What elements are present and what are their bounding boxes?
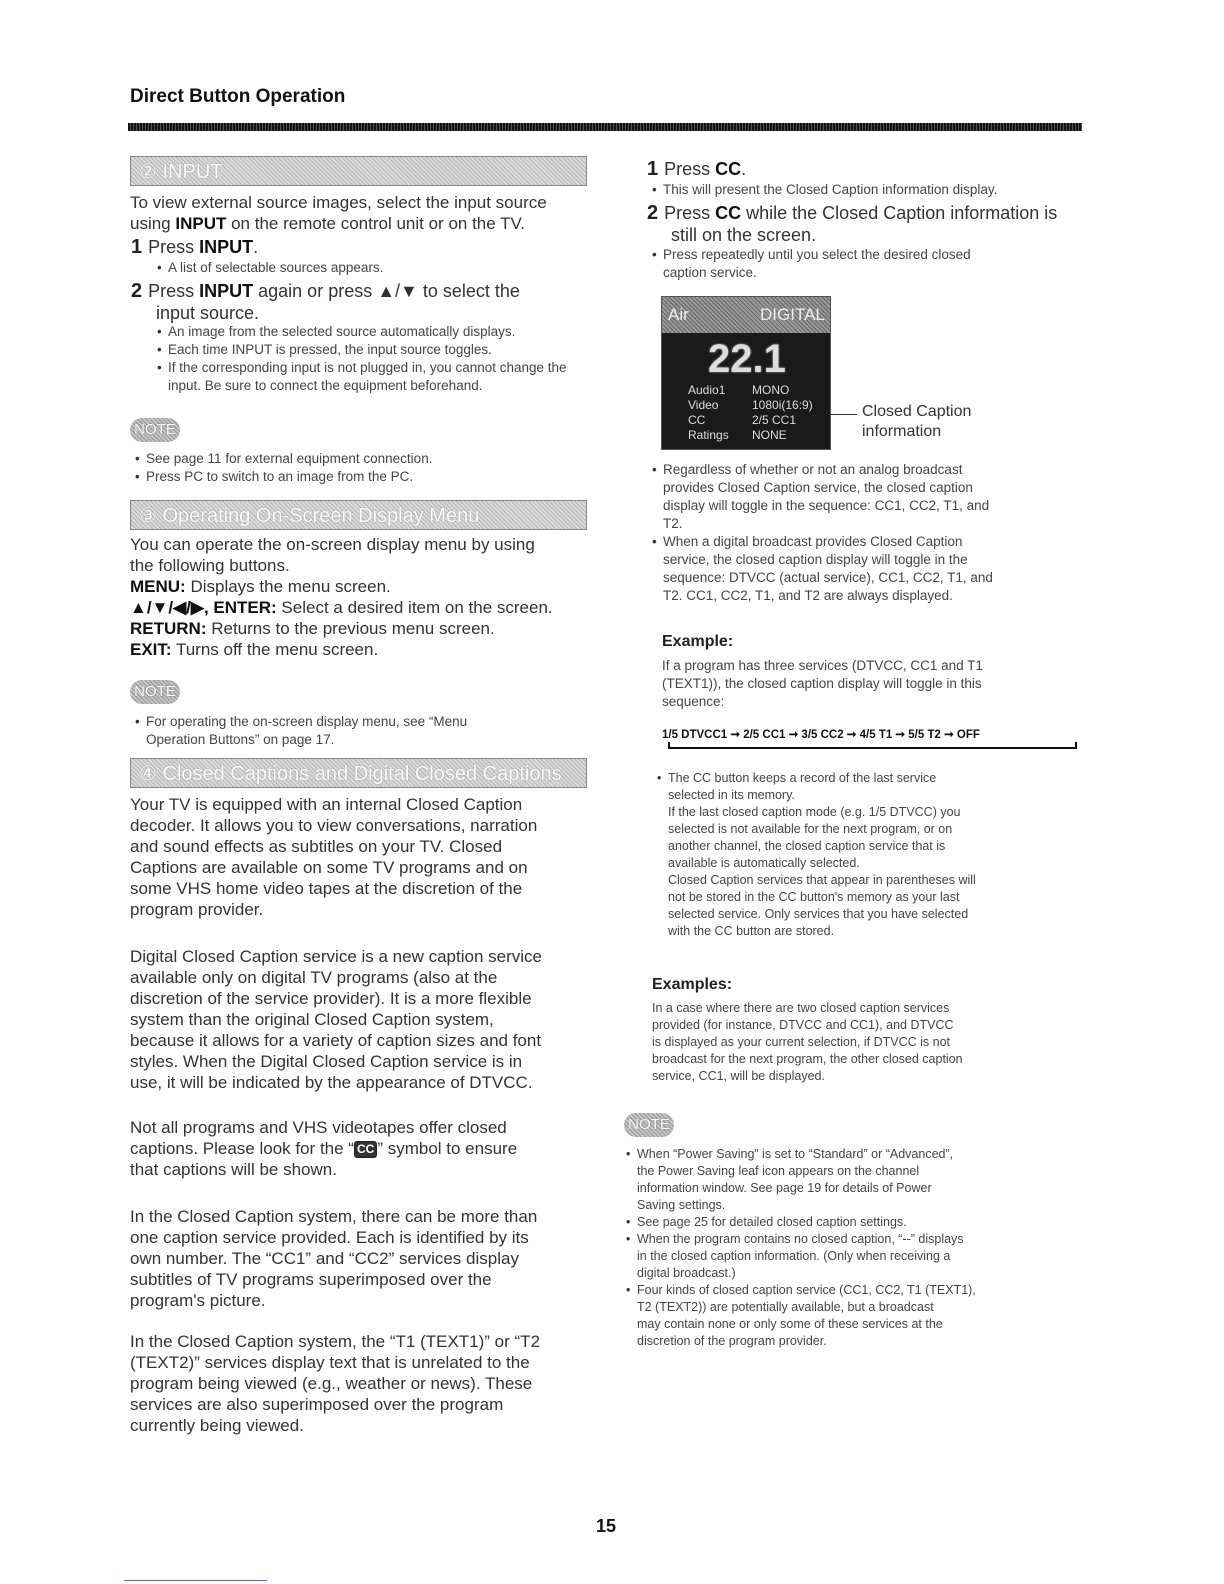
text-line: system than the original Closed Caption system, bbox=[130, 1010, 494, 1029]
text-line: sequence: bbox=[662, 694, 725, 709]
tv-info-row bbox=[688, 383, 789, 397]
text-line: because it allows for a variety of caption sizes and font bbox=[130, 1031, 542, 1050]
osd-note bbox=[146, 713, 586, 749]
note-badge: NOTE bbox=[130, 418, 180, 442]
text-line: In the Closed Caption system, there can be more than bbox=[130, 1207, 538, 1226]
closed-caption-info-screen bbox=[661, 296, 831, 450]
text-line: • When the program contains no closed caption, “--” displays bbox=[637, 1232, 964, 1246]
note-item bbox=[637, 1214, 1082, 1231]
page-title: Direct Button Operation bbox=[130, 86, 346, 107]
text-line: T2. bbox=[663, 516, 683, 531]
note-line: Operation Buttons” on page 17. bbox=[146, 732, 335, 747]
cc-step-2 bbox=[647, 202, 1087, 246]
text-line: decoder. It allows you to view conversations, narration bbox=[130, 816, 538, 835]
callout-line1: Closed Caption bbox=[862, 403, 972, 420]
osd-section-heading bbox=[130, 500, 587, 530]
cc-heading-text: Closed Captions and Digital Closed Captions bbox=[162, 763, 562, 785]
tv-source-label: Air bbox=[668, 305, 689, 324]
bullet-item bbox=[663, 533, 1083, 605]
step-text: Press bbox=[148, 281, 200, 301]
input-step-2 bbox=[131, 280, 591, 324]
step-key: INPUT bbox=[199, 237, 254, 257]
right-notes bbox=[637, 1146, 1082, 1350]
input-intro-line1: To view external source images, select the input source bbox=[130, 193, 547, 212]
step-number: 1 bbox=[131, 236, 143, 258]
text-line: If a program has three services (DTVCC, CC1 and T1 bbox=[662, 658, 983, 673]
text-line: digital broadcast.) bbox=[637, 1266, 736, 1280]
section-number-icon: ④ bbox=[139, 763, 157, 785]
text-line: available is automatically selected. bbox=[668, 856, 860, 870]
tv-row-key: Ratings bbox=[688, 428, 729, 442]
return-desc: Returns to the previous menu screen. bbox=[206, 619, 495, 638]
text-line: sequence: DTVCC (actual service), CC1, CC2, T1, and bbox=[663, 570, 993, 585]
text-line: service, the closed caption display will toggle in the bbox=[663, 552, 968, 567]
text-line: T2. CC1, CC2, T1, and T2 are always displayed. bbox=[663, 588, 953, 603]
step-text-end: again or press ▲/▼ to select the bbox=[253, 281, 520, 301]
text-line: (TEXT1)), the closed caption display will toggle in this bbox=[662, 676, 982, 691]
section-number-icon: ③ bbox=[139, 505, 157, 527]
text-line: that captions will be shown. bbox=[130, 1160, 337, 1179]
text-line: captions. Please look for the “ bbox=[130, 1139, 354, 1158]
text-line: program provider. bbox=[130, 900, 264, 919]
note-line: • For operating the on-screen display menu, see “Menu bbox=[146, 714, 468, 729]
text-line: display will toggle in the sequence: CC1, CC2, T1, and bbox=[663, 498, 990, 513]
text-line: provided (for instance, DTVCC and CC1), and DTVCC bbox=[652, 1018, 954, 1032]
input-intro bbox=[130, 192, 590, 234]
text-line: currently being viewed. bbox=[130, 1416, 304, 1435]
menu-key: MENU: bbox=[130, 577, 186, 596]
tv-mode-label: DIGITAL bbox=[760, 305, 825, 324]
text-line: selected is not available for the next program, or on bbox=[668, 822, 953, 836]
text-line: information window. See page 19 for details of Power bbox=[637, 1181, 932, 1195]
osd-intro-line2: the following buttons. bbox=[130, 556, 290, 575]
text-line: with the CC button are stored. bbox=[668, 924, 835, 938]
text-line: available only on digital TV programs (also at the bbox=[130, 968, 498, 987]
bullet-item: • If the corresponding input is not plugged in, you cannot change the input. Be sure to connect the equipment beforehand. bbox=[168, 359, 593, 395]
text-line: provides Closed Caption service, the closed caption bbox=[663, 480, 973, 495]
tv-row-value: 1080i(16:9) bbox=[752, 398, 813, 412]
cc-paragraph-2 bbox=[130, 946, 600, 1093]
step-text-end: . bbox=[741, 159, 747, 179]
text-line: discretion of the service provider). It is a more flexible bbox=[130, 989, 532, 1008]
return-key: RETURN: bbox=[130, 619, 207, 638]
cc-step2-bullet bbox=[663, 246, 1083, 282]
step-key: CC bbox=[715, 159, 742, 179]
text-line: styles. When the Digital Closed Caption service is in bbox=[130, 1052, 523, 1071]
tv-row-key: Video bbox=[688, 398, 719, 412]
cc-section-heading bbox=[130, 758, 587, 788]
text-line: service, CC1, will be displayed. bbox=[652, 1069, 825, 1083]
step-number: 2 bbox=[647, 202, 659, 224]
text-line: program being viewed (e.g., weather or news). These bbox=[130, 1374, 533, 1393]
callout-line bbox=[829, 414, 857, 415]
step-key: INPUT bbox=[199, 281, 254, 301]
enter-key: ▲/▼/◀/▶, ENTER: bbox=[130, 598, 277, 617]
cc-symbol-icon: CC bbox=[354, 1141, 377, 1158]
text-line: program's picture. bbox=[130, 1291, 266, 1310]
input-step2-bullets bbox=[168, 323, 593, 395]
note-item bbox=[637, 1282, 1082, 1350]
note-badge: NOTE bbox=[130, 680, 180, 704]
text-line: Saving settings. bbox=[637, 1198, 726, 1212]
text-line: the Power Saving leaf icon appears on the channel bbox=[637, 1164, 920, 1178]
cc-paragraph-5 bbox=[130, 1331, 600, 1436]
cc-step1-bullet: • This will present the Closed Caption information display. bbox=[663, 181, 997, 199]
text-line: selected service. Only services that you have selected bbox=[668, 907, 969, 921]
text-line: In a case where there are two closed caption services bbox=[652, 1001, 950, 1015]
text-line: • Regardless of whether or not an analog broadcast bbox=[663, 462, 963, 477]
cc-memory-bullet bbox=[668, 770, 1083, 940]
input-step1-bullet: • A list of selectable sources appears. bbox=[168, 259, 383, 277]
text-line: discretion of the program provider. bbox=[637, 1334, 827, 1348]
note-item: • See page 11 for external equipment connection. bbox=[146, 450, 586, 468]
footer-link-line bbox=[124, 1580, 267, 1581]
input-notes bbox=[146, 450, 586, 486]
tv-info-row bbox=[688, 413, 796, 427]
text-line: (TEXT2)” services display text that is unrelated to the bbox=[130, 1353, 530, 1372]
text-line: use, it will be indicated by the appearance of DTVCC. bbox=[130, 1073, 533, 1092]
example-text bbox=[662, 657, 1082, 711]
text-line: Not all programs and VHS videotapes offer closed bbox=[130, 1118, 507, 1137]
exit-key: EXIT: bbox=[130, 640, 172, 659]
bullet-item: • An image from the selected source automatically displays. bbox=[168, 323, 593, 341]
text-line: • See page 25 for detailed closed caption settings. bbox=[637, 1215, 907, 1229]
bullet-item: • Each time INPUT is pressed, the input source toggles. bbox=[168, 341, 593, 359]
tv-info-banner bbox=[662, 297, 830, 333]
text-line: Digital Closed Caption service is a new caption service bbox=[130, 947, 542, 966]
text-line: Captions are available on some TV programs and on bbox=[130, 858, 528, 877]
tv-info-row bbox=[688, 428, 787, 442]
text-line: services are also superimposed over the program bbox=[130, 1395, 504, 1414]
text-line: • When a digital broadcast provides Closed Caption bbox=[663, 534, 963, 549]
text-line: is displayed as your current selection, if DTVCC is not bbox=[652, 1035, 951, 1049]
text-line: • When “Power Saving” is set to “Standard” or “Advanced”, bbox=[637, 1147, 954, 1161]
tv-row-value: NONE bbox=[752, 428, 787, 442]
cc-toggle-bullets bbox=[663, 461, 1083, 605]
tv-row-value: MONO bbox=[752, 383, 790, 397]
example-heading: Example: bbox=[662, 633, 734, 650]
text-line: T2 (TEXT2)) are potentially available, but a broadcast bbox=[637, 1300, 934, 1314]
menu-desc: Displays the menu screen. bbox=[185, 577, 391, 596]
text-line: some VHS home video tapes at the discretion of the bbox=[130, 879, 523, 898]
text-line: not be stored in the CC button's memory as your last bbox=[668, 890, 960, 904]
callout-line2: information bbox=[862, 423, 942, 440]
note-item bbox=[637, 1146, 1082, 1214]
input-intro-key: INPUT bbox=[175, 214, 227, 233]
step-text-end: . bbox=[253, 237, 259, 257]
note-badge: NOTE bbox=[624, 1113, 674, 1137]
text-line: ” symbol to ensure bbox=[377, 1139, 518, 1158]
title-rule bbox=[128, 123, 1082, 131]
step-text: Press bbox=[664, 203, 716, 223]
text-line: may contain none or only some of these services at the bbox=[637, 1317, 943, 1331]
step-text-end: while the Closed Caption information is bbox=[741, 203, 1058, 223]
text-line: own number. The “CC1” and “CC2” services display bbox=[130, 1249, 519, 1268]
note-item: • Press PC to switch to an image from the PC. bbox=[146, 468, 586, 486]
step-text-line2: still on the screen. bbox=[671, 225, 817, 245]
text-line: broadcast for the next program, the other closed caption bbox=[652, 1052, 963, 1066]
page-number: 15 bbox=[596, 1516, 617, 1536]
input-heading-text: INPUT bbox=[162, 161, 223, 183]
text-line: If the last closed caption mode (e.g. 1/5 DTVCC) you bbox=[668, 805, 961, 819]
sequence-loop-arrow bbox=[668, 742, 1077, 749]
step-number: 1 bbox=[647, 158, 659, 180]
text-line: In the Closed Caption system, the “T1 (TEXT1)” or “T2 bbox=[130, 1332, 541, 1351]
cc-paragraph-3 bbox=[130, 1117, 600, 1180]
text-line: selected in its memory. bbox=[668, 788, 795, 802]
step-text: Press bbox=[664, 159, 716, 179]
step-text-line2: input source. bbox=[156, 303, 260, 323]
tv-row-value: 2/5 CC1 bbox=[752, 413, 797, 427]
note-item bbox=[637, 1231, 1082, 1282]
text-line: and sound effects as subtitles on your TV. Closed bbox=[130, 837, 503, 856]
text-line: one caption service provided. Each is identified by its bbox=[130, 1228, 529, 1247]
tv-row-key: Audio1 bbox=[688, 383, 726, 397]
cc-step-1 bbox=[647, 158, 746, 180]
text-line: Your TV is equipped with an internal Closed Caption bbox=[130, 795, 523, 814]
osd-heading-text: Operating On-Screen Display Menu bbox=[162, 505, 480, 527]
text-line: • The CC button keeps a record of the last service bbox=[668, 771, 937, 785]
input-intro-post: on the remote control unit or on the TV. bbox=[226, 214, 526, 233]
text-line: in the closed caption information. (Only when receiving a bbox=[637, 1249, 951, 1263]
text-line: subtitles of TV programs superimposed over the bbox=[130, 1270, 492, 1289]
cc-paragraph-4 bbox=[130, 1206, 600, 1311]
text-line: another channel, the closed caption service that is bbox=[668, 839, 946, 853]
enter-desc: Select a desired item on the screen. bbox=[276, 598, 553, 617]
step-number: 2 bbox=[131, 280, 143, 302]
exit-desc: Turns off the menu screen. bbox=[171, 640, 379, 659]
step-text: Press bbox=[148, 237, 200, 257]
input-step-1 bbox=[131, 236, 258, 258]
bullet-line: caption service. bbox=[663, 265, 757, 280]
text-line: • Four kinds of closed caption service (CC1, CC2, T1 (TEXT1), bbox=[637, 1283, 976, 1297]
step-key: CC bbox=[715, 203, 742, 223]
section-number-icon: ② bbox=[139, 161, 157, 183]
tv-info-row bbox=[688, 398, 813, 412]
examples-text bbox=[652, 1000, 1082, 1085]
cc-paragraph-1 bbox=[130, 794, 600, 920]
osd-body bbox=[130, 534, 600, 660]
input-intro-pre: using bbox=[130, 214, 176, 233]
osd-intro-line1: You can operate the on-screen display menu by using bbox=[130, 535, 535, 554]
callout-label bbox=[862, 402, 971, 442]
text-line: Closed Caption services that appear in parentheses will bbox=[668, 873, 976, 887]
bullet-line: • Press repeatedly until you select the desired closed bbox=[663, 247, 971, 262]
tv-channel-number: 22.1 bbox=[708, 337, 786, 381]
input-section-heading bbox=[130, 156, 587, 186]
caption-sequence: 1/5 DTVCC1 ➞ 2/5 CC1 ➞ 3/5 CC2 ➞ 4/5 T1 ➞ 5/5 T2 ➞ OFF bbox=[662, 729, 980, 741]
bullet-item bbox=[663, 461, 1083, 533]
tv-row-key: CC bbox=[688, 413, 706, 427]
examples-heading: Examples: bbox=[652, 976, 733, 993]
